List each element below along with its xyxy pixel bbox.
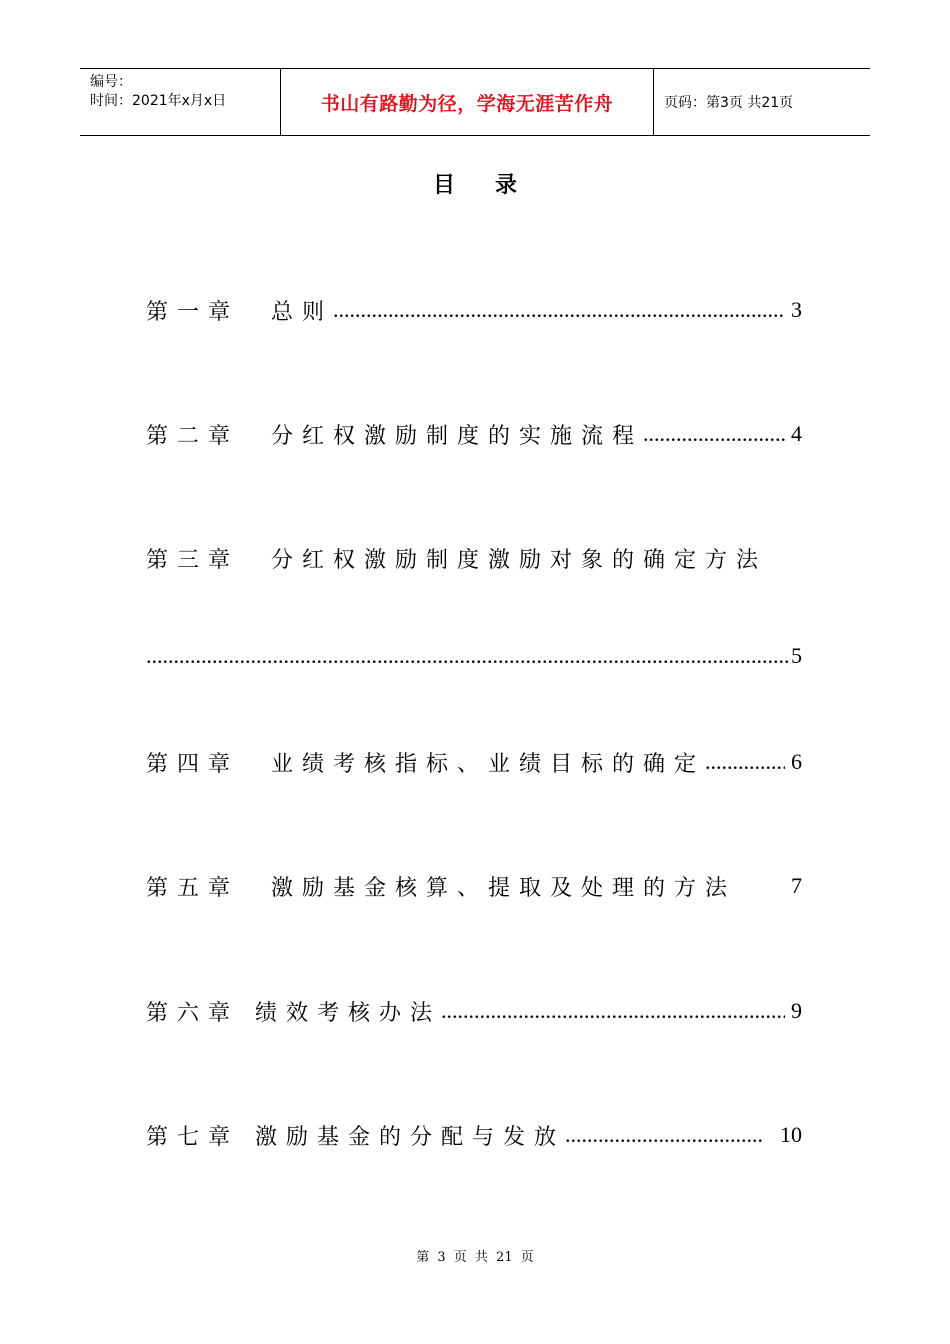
toc-page-number: 5 [791, 643, 802, 668]
toc-page-number: 10 [780, 1122, 802, 1147]
toc-page-number: 4 [791, 421, 802, 446]
toc-entry-5[interactable] [146, 870, 802, 902]
toc-chapter: 第五章 [146, 875, 240, 901]
toc-title-text: 绩效考核办法 [255, 1000, 442, 1026]
toc-title-text: 业绩考核指标、业绩目标的确定 [271, 751, 706, 777]
toc-title: 目录 [432, 173, 557, 198]
toc-leader [441, 998, 785, 1024]
toc-leader [146, 643, 791, 669]
toc-chapter: 第七章 [146, 1124, 240, 1150]
header-meta [80, 69, 281, 135]
page-footer: 第 3 页 共 21 页 [416, 1250, 534, 1265]
header-motto: 书山有路勤为径，学海无涯苦作舟 [281, 69, 654, 135]
toc-title-text: 激励基金核算、提取及处理的方法 [271, 875, 737, 901]
toc-page-number: 6 [791, 749, 802, 774]
page-header [80, 68, 870, 136]
toc-entry-4[interactable] [146, 746, 802, 778]
toc-title-text: 分红权激励制度的实施流程 [271, 423, 644, 449]
toc-title-text: 激励基金的分配与发放 [255, 1124, 566, 1150]
toc-entry-1[interactable] [146, 294, 802, 326]
toc-entry-7[interactable] [146, 1119, 802, 1151]
document-time: 时间：2021年x月x日 [90, 93, 227, 109]
toc-page-number: 7 [791, 873, 802, 898]
header-page-info: 页码：第3页 共21页 [664, 95, 794, 111]
toc-chapter: 第一章 [146, 299, 240, 325]
document-number-label: 编号： [90, 74, 132, 90]
toc-entry-3[interactable] [146, 542, 802, 574]
toc-page-number: 3 [791, 297, 802, 322]
toc-entry-2[interactable] [146, 418, 802, 450]
toc-leader [565, 1122, 764, 1148]
toc-leader [333, 297, 785, 323]
toc-chapter: 第三章 [146, 547, 240, 573]
toc-chapter: 第六章 [146, 1000, 240, 1026]
toc-leader [643, 421, 785, 447]
toc-chapter: 第二章 [146, 423, 240, 449]
toc-title-text: 总则 [271, 299, 334, 325]
toc-chapter: 第四章 [146, 751, 240, 777]
toc-title-text: 分红权激励制度激励对象的确定方法 [271, 547, 768, 573]
toc-page-number: 9 [791, 998, 802, 1023]
toc-entry-3-leader-line[interactable] [146, 640, 802, 672]
toc-entry-6[interactable] [146, 995, 802, 1027]
toc-leader [705, 749, 785, 775]
